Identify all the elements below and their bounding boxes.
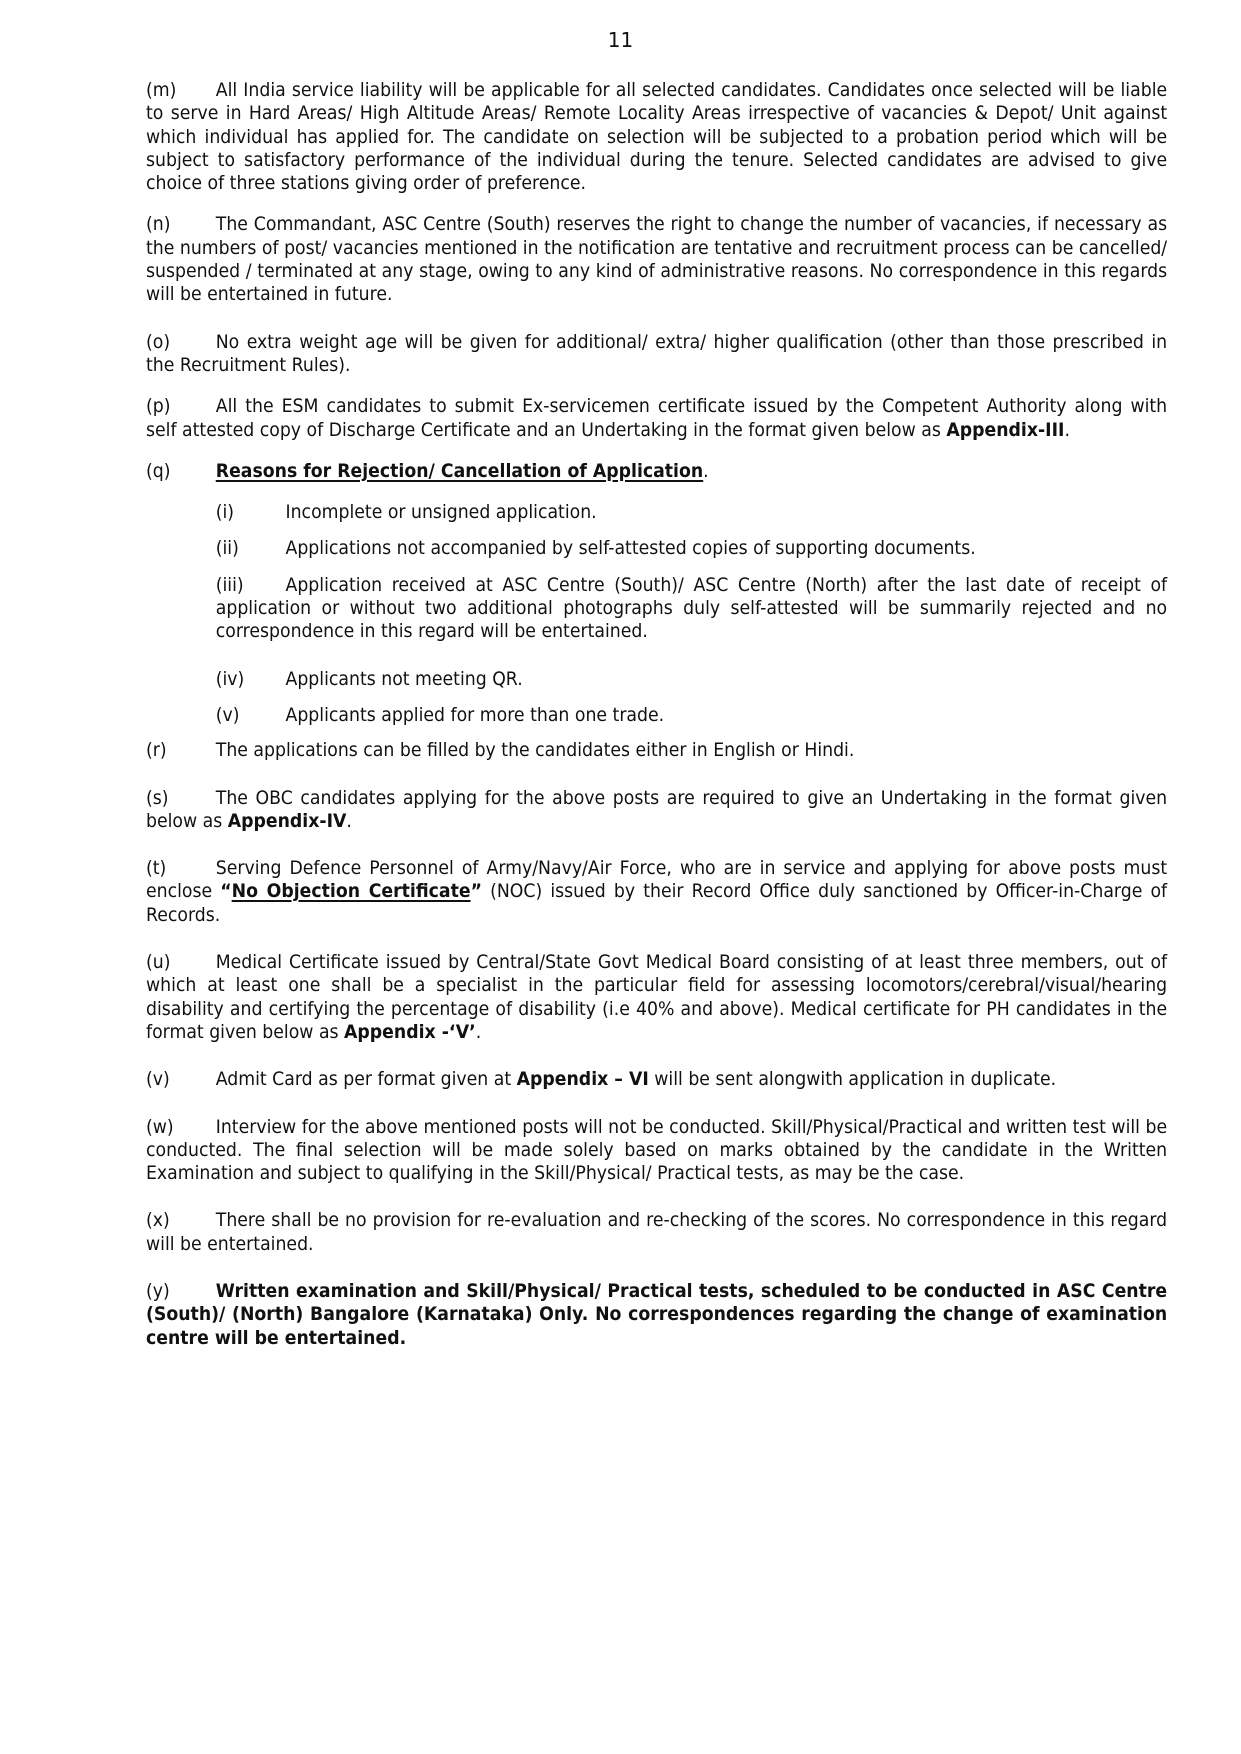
item-label: (ii): [215, 538, 239, 560]
paragraph-text: Admit Card as per format given at: [215, 1069, 517, 1091]
noc-reference: No Objection Certificate: [231, 881, 471, 903]
paragraph-v: [146, 1068, 1167, 1091]
exam-centre-notice: Written examination and Skill/Physical/ Practical tests, scheduled to be conducted in ASC Centre (South)/ (North) Bangalore (Karnataka) Only. No correspondences regarding the change of examination centre will be entertained.: [146, 1280, 1168, 1349]
paragraph-label: (w): [146, 1116, 174, 1138]
paragraph-text: All the ESM candidates to submit Ex-servicemen certificate issued by the Competent Authority along with self attested copy of Discharge Certificate and an Undertaking in the format given below as: [146, 396, 1168, 441]
appendix-reference: Appendix-III: [946, 419, 1065, 441]
appendix-reference: Appendix – VI: [516, 1069, 649, 1091]
punctuation: .: [346, 810, 352, 832]
paragraph-u: [146, 951, 1167, 1044]
paragraph-text: (NOC) issued by their Record Office duly sanctioned by Officer-in-Charge of Records.: [146, 881, 1168, 926]
paragraph-text: Medical Certificate issued by Central/State Govt Medical Board consisting of at least three members, out of which at least one shall be a specialist in the particular field for assessing locomotors/cerebral/visual/hearing disability and certifying the percentage of disability (i.e 40% and above). Medical certificate for PH candidates in the format given below as: [146, 952, 1168, 1043]
item-label: (i): [215, 502, 235, 524]
paragraph-r: [146, 739, 1167, 762]
item-text: Application received at ASC Centre (South)/ ASC Centre (North) after the last date of receipt of application or without two additional photographs duly self-attested will be summarily rejected and no correspondence in this regard will be entertained.: [215, 574, 1168, 643]
item-text: Incomplete or unsigned application.: [285, 502, 597, 524]
paragraph-m: [146, 79, 1167, 195]
paragraph-label: (u): [146, 952, 171, 974]
paragraph-label: (r): [146, 740, 167, 762]
rejection-reason-item: [146, 704, 1167, 727]
item-label: (v): [215, 704, 240, 726]
paragraph-label: (q): [146, 460, 171, 482]
rejection-reason-item: [146, 574, 1167, 644]
paragraph-label: (n): [146, 214, 171, 236]
paragraph-label: (s): [146, 787, 169, 809]
quote-mark: “: [220, 881, 232, 903]
paragraph-label: (t): [146, 858, 167, 880]
rejection-reason-item: [146, 668, 1167, 691]
quote-mark: ”: [470, 881, 482, 903]
paragraph-text: Serving Defence Personnel of Army/Navy/Air Force, who are in service and applying for above posts must enclose: [146, 858, 1168, 903]
paragraph-label: (y): [146, 1280, 170, 1302]
paragraph-o: [146, 331, 1167, 378]
paragraph-text: Interview for the above mentioned posts will not be conducted. Skill/Physical/Practical and written test will be conducted. The final selection will be made solely based on marks obtained by the candidate in the Written Examination and subject to qualifying in the Skill/Physical/ Practical tests, as may be the case.: [146, 1116, 1168, 1185]
item-text: Applicants not meeting QR.: [285, 668, 523, 690]
paragraph-s: [146, 787, 1167, 834]
item-text: Applicants applied for more than one trade.: [285, 704, 665, 726]
paragraph-w: [146, 1116, 1167, 1186]
punctuation: .: [1064, 419, 1070, 441]
paragraph-text: All India service liability will be applicable for all selected candidates. Candidates once selected will be liable to serve in Hard Areas/ High Altitude Areas/ Remote Locality Areas irrespective of vacancies & Depot/ Unit against which individual has applied for. The candidate on selection will be subjected to a probation period which will be subject to satisfactory performance of the individual during the tenure. Selected candidates are advised to give choice of three stations giving order of preference.: [146, 80, 1168, 195]
paragraph-p: [146, 395, 1167, 442]
paragraph-text: The Commandant, ASC Centre (South) reserves the right to change the number of vacancies, if necessary as the numbers of post/ vacancies mentioned in the notification are tentative and recruitment process can be cancelled/ suspended / terminated at any stage, owing to any kind of administrative reasons. No correspondence in this regards will be entertained in future.: [146, 214, 1168, 306]
item-label: (iv): [215, 668, 245, 690]
appendix-reference: Appendix-IV: [227, 810, 347, 832]
paragraph-label: (v): [146, 1069, 170, 1091]
rejection-reason-item: [146, 501, 1167, 524]
page-number: 11: [607, 28, 634, 52]
paragraph-text: There shall be no provision for re-evaluation and re-checking of the scores. No correspondence in this regard will be entertained.: [146, 1210, 1168, 1255]
punctuation: .: [475, 1021, 482, 1043]
paragraph-text: will be sent alongwith application in duplicate.: [648, 1069, 1057, 1091]
section-heading: Reasons for Rejection/ Cancellation of Application: [215, 460, 704, 482]
appendix-reference: Appendix -‘V’: [344, 1021, 476, 1043]
paragraph-n: [146, 213, 1167, 306]
paragraph-label: (p): [146, 396, 171, 418]
paragraph-text: The OBC candidates applying for the above posts are required to give an Undertaking in the format given below as: [146, 787, 1168, 832]
paragraph-y: [146, 1280, 1167, 1350]
paragraph-x: [146, 1209, 1167, 1256]
document-body: [146, 79, 1167, 1368]
punctuation: .: [703, 460, 709, 482]
paragraph-text: No extra weight age will be given for additional/ extra/ higher qualification (other than those prescribed in the Recruitment Rules).: [146, 331, 1168, 376]
paragraph-t: [146, 857, 1167, 927]
item-text: Applications not accompanied by self-attested copies of supporting documents.: [285, 538, 976, 560]
paragraph-q-heading: [146, 460, 1167, 483]
paragraph-label: (m): [146, 80, 177, 101]
paragraph-label: (o): [146, 331, 171, 353]
item-label: (iii): [215, 574, 244, 596]
paragraph-text: The applications can be filled by the candidates either in English or Hindi.: [215, 740, 855, 762]
paragraph-label: (x): [146, 1210, 170, 1232]
rejection-reason-item: [146, 537, 1167, 560]
